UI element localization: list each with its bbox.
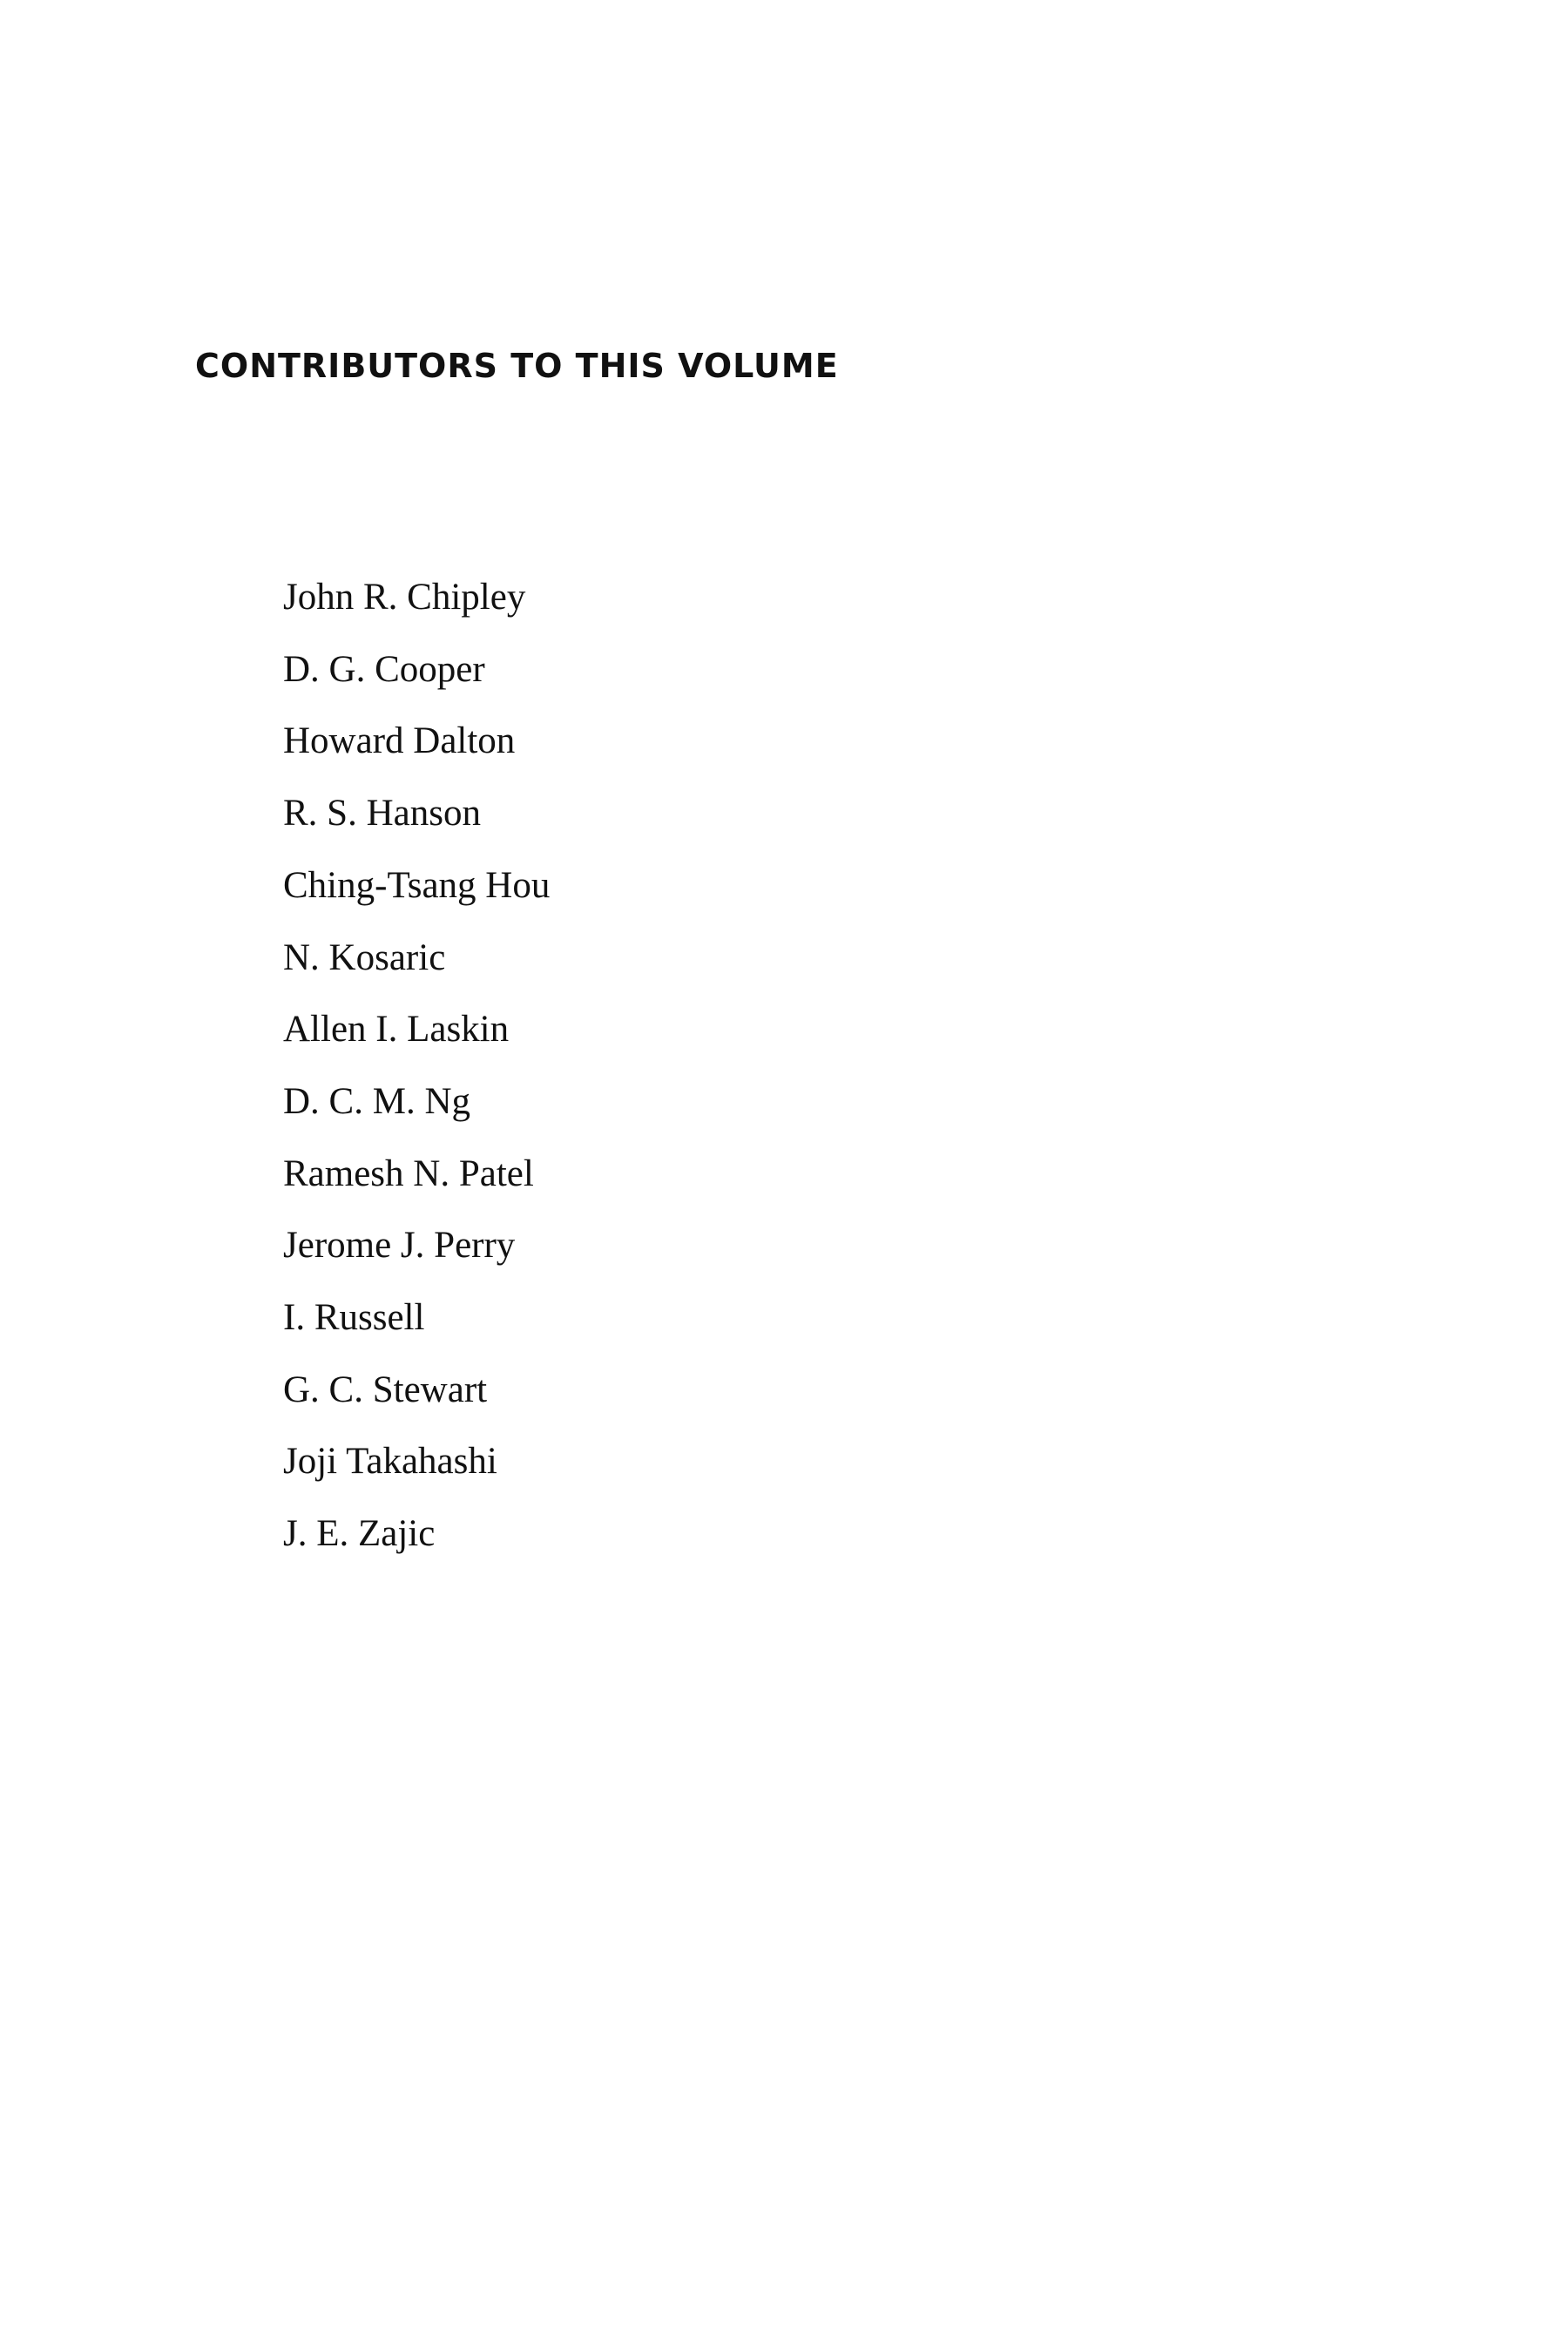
- contributor-name: D. C. M. Ng: [283, 1080, 471, 1122]
- contributor-name: N. Kosaric: [283, 936, 446, 978]
- contributor-name: Jerome J. Perry: [283, 1225, 516, 1267]
- contributor-name: J. E. Zajic: [283, 1513, 436, 1555]
- contributor-name: Allen I. Laskin: [283, 1009, 510, 1051]
- contributor-name: Ching-Tsang Hou: [283, 864, 551, 906]
- contributor-name: Ramesh N. Patel: [283, 1152, 534, 1194]
- page-heading: CONTRIBUTORS TO THIS VOLUME: [195, 347, 839, 385]
- contributor-name: Howard Dalton: [283, 720, 516, 762]
- contributor-name: G. C. Stewart: [283, 1369, 488, 1410]
- contributor-name: D. G. Cooper: [283, 648, 485, 690]
- contributor-name: Joji Takahashi: [283, 1441, 497, 1483]
- contributor-name: R. S. Hanson: [283, 793, 481, 835]
- contributor-name: John R. Chipley: [283, 577, 526, 618]
- contributor-list: [283, 562, 550, 1571]
- contributor-name: I. Russell: [283, 1297, 425, 1339]
